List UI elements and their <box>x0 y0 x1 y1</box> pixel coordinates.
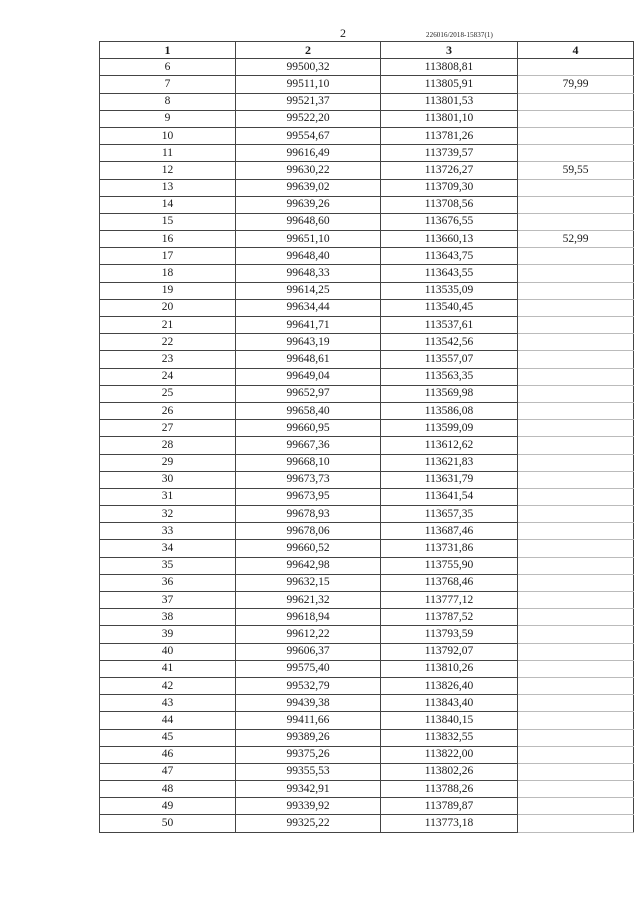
distance-cell <box>518 334 634 351</box>
point-number-cell: 44 <box>100 712 236 729</box>
table-row <box>100 454 634 471</box>
distance-cell <box>518 798 634 815</box>
point-number-cell: 32 <box>100 506 236 523</box>
x-coordinate-cell: 99667,36 <box>236 437 381 454</box>
y-coordinate-cell: 113687,46 <box>381 523 518 540</box>
table-row <box>100 213 634 230</box>
point-number-cell: 20 <box>100 299 236 316</box>
distance-cell <box>518 351 634 368</box>
table-row <box>100 93 634 110</box>
point-number-cell: 29 <box>100 454 236 471</box>
point-number-cell: 15 <box>100 213 236 230</box>
table-row <box>100 351 634 368</box>
x-coordinate-cell: 99439,38 <box>236 695 381 712</box>
distance-cell <box>518 265 634 282</box>
table-row <box>100 59 634 76</box>
x-coordinate-cell: 99660,52 <box>236 540 381 557</box>
distance-cell <box>518 643 634 660</box>
distance-cell <box>518 729 634 746</box>
x-coordinate-cell: 99616,49 <box>236 145 381 162</box>
distance-cell <box>518 145 634 162</box>
table-row <box>100 127 634 144</box>
y-coordinate-cell: 113840,15 <box>381 712 518 729</box>
table-row <box>100 763 634 780</box>
y-coordinate-cell: 113801,53 <box>381 93 518 110</box>
table-row <box>100 231 634 248</box>
y-coordinate-cell: 113773,18 <box>381 815 518 832</box>
point-number-cell: 42 <box>100 677 236 694</box>
table-row <box>100 781 634 798</box>
point-number-cell: 6 <box>100 59 236 76</box>
y-coordinate-cell: 113801,10 <box>381 110 518 127</box>
x-coordinate-cell: 99632,15 <box>236 574 381 591</box>
x-coordinate-cell: 99355,53 <box>236 763 381 780</box>
table-row <box>100 815 634 832</box>
y-coordinate-cell: 113599,09 <box>381 420 518 437</box>
table-row <box>100 334 634 351</box>
column-header-4: 4 <box>518 42 634 59</box>
table-row <box>100 248 634 265</box>
distance-cell <box>518 523 634 540</box>
table-row <box>100 437 634 454</box>
distance-cell <box>518 540 634 557</box>
y-coordinate-cell: 113641,54 <box>381 488 518 505</box>
distance-cell <box>518 660 634 677</box>
y-coordinate-cell: 113787,52 <box>381 609 518 626</box>
y-coordinate-cell: 113731,86 <box>381 540 518 557</box>
point-number-cell: 27 <box>100 420 236 437</box>
distance-cell <box>518 695 634 712</box>
y-coordinate-cell: 113557,07 <box>381 351 518 368</box>
point-number-cell: 13 <box>100 179 236 196</box>
document-reference: 226016/2018-15837(1) <box>426 31 493 39</box>
y-coordinate-cell: 113789,87 <box>381 798 518 815</box>
point-number-cell: 22 <box>100 334 236 351</box>
x-coordinate-cell: 99339,92 <box>236 798 381 815</box>
distance-cell <box>518 763 634 780</box>
y-coordinate-cell: 113822,00 <box>381 746 518 763</box>
table-row <box>100 643 634 660</box>
table-row <box>100 557 634 574</box>
table-row <box>100 110 634 127</box>
column-header-1: 1 <box>100 42 236 59</box>
distance-cell <box>518 420 634 437</box>
table-row <box>100 471 634 488</box>
table-row <box>100 729 634 746</box>
x-coordinate-cell: 99554,67 <box>236 127 381 144</box>
page-number: 2 <box>340 26 346 40</box>
distance-cell <box>518 299 634 316</box>
point-number-cell: 31 <box>100 488 236 505</box>
x-coordinate-cell: 99630,22 <box>236 162 381 179</box>
x-coordinate-cell: 99668,10 <box>236 454 381 471</box>
x-coordinate-cell: 99614,25 <box>236 282 381 299</box>
distance-cell <box>518 506 634 523</box>
distance-cell <box>518 127 634 144</box>
point-number-cell: 26 <box>100 402 236 419</box>
point-number-cell: 19 <box>100 282 236 299</box>
y-coordinate-cell: 113726,27 <box>381 162 518 179</box>
point-number-cell: 11 <box>100 145 236 162</box>
x-coordinate-cell: 99678,93 <box>236 506 381 523</box>
y-coordinate-cell: 113792,07 <box>381 643 518 660</box>
point-number-cell: 50 <box>100 815 236 832</box>
distance-cell <box>518 437 634 454</box>
point-number-cell: 36 <box>100 574 236 591</box>
point-number-cell: 21 <box>100 317 236 334</box>
x-coordinate-cell: 99325,22 <box>236 815 381 832</box>
distance-cell <box>518 93 634 110</box>
point-number-cell: 46 <box>100 746 236 763</box>
table-row <box>100 574 634 591</box>
y-coordinate-cell: 113586,08 <box>381 402 518 419</box>
y-coordinate-cell: 113755,90 <box>381 557 518 574</box>
point-number-cell: 25 <box>100 385 236 402</box>
x-coordinate-cell: 99648,61 <box>236 351 381 368</box>
distance-cell: 59,55 <box>518 162 634 179</box>
point-number-cell: 17 <box>100 248 236 265</box>
y-coordinate-cell: 113739,57 <box>381 145 518 162</box>
table-row <box>100 179 634 196</box>
distance-cell <box>518 248 634 265</box>
y-coordinate-cell: 113563,35 <box>381 368 518 385</box>
table-row <box>100 592 634 609</box>
y-coordinate-cell: 113768,46 <box>381 574 518 591</box>
distance-cell <box>518 677 634 694</box>
x-coordinate-cell: 99641,71 <box>236 317 381 334</box>
y-coordinate-cell: 113709,30 <box>381 179 518 196</box>
y-coordinate-cell: 113802,26 <box>381 763 518 780</box>
table-row <box>100 76 634 93</box>
y-coordinate-cell: 113542,56 <box>381 334 518 351</box>
distance-cell <box>518 368 634 385</box>
coordinates-table <box>99 41 634 833</box>
x-coordinate-cell: 99532,79 <box>236 677 381 694</box>
distance-cell <box>518 196 634 213</box>
distance-cell <box>518 282 634 299</box>
table-row <box>100 368 634 385</box>
table-row <box>100 523 634 540</box>
table-row <box>100 626 634 643</box>
table-row <box>100 609 634 626</box>
distance-cell <box>518 179 634 196</box>
point-number-cell: 8 <box>100 93 236 110</box>
point-number-cell: 24 <box>100 368 236 385</box>
column-header-2: 2 <box>236 42 381 59</box>
table-header-row <box>100 42 634 59</box>
y-coordinate-cell: 113631,79 <box>381 471 518 488</box>
point-number-cell: 28 <box>100 437 236 454</box>
point-number-cell: 23 <box>100 351 236 368</box>
table-row <box>100 420 634 437</box>
table-row <box>100 798 634 815</box>
y-coordinate-cell: 113781,26 <box>381 127 518 144</box>
table-row <box>100 145 634 162</box>
x-coordinate-cell: 99612,22 <box>236 626 381 643</box>
x-coordinate-cell: 99639,26 <box>236 196 381 213</box>
x-coordinate-cell: 99658,40 <box>236 402 381 419</box>
distance-cell <box>518 557 634 574</box>
x-coordinate-cell: 99673,73 <box>236 471 381 488</box>
y-coordinate-cell: 113788,26 <box>381 781 518 798</box>
y-coordinate-cell: 113810,26 <box>381 660 518 677</box>
y-coordinate-cell: 113643,55 <box>381 265 518 282</box>
y-coordinate-cell: 113808,81 <box>381 59 518 76</box>
x-coordinate-cell: 99606,37 <box>236 643 381 660</box>
y-coordinate-cell: 113660,13 <box>381 231 518 248</box>
point-number-cell: 43 <box>100 695 236 712</box>
distance-cell: 52,99 <box>518 231 634 248</box>
table-row <box>100 385 634 402</box>
x-coordinate-cell: 99648,40 <box>236 248 381 265</box>
distance-cell <box>518 815 634 832</box>
distance-cell <box>518 110 634 127</box>
x-coordinate-cell: 99648,60 <box>236 213 381 230</box>
point-number-cell: 47 <box>100 763 236 780</box>
distance-cell <box>518 488 634 505</box>
x-coordinate-cell: 99389,26 <box>236 729 381 746</box>
point-number-cell: 35 <box>100 557 236 574</box>
table-row <box>100 196 634 213</box>
distance-cell <box>518 712 634 729</box>
distance-cell <box>518 781 634 798</box>
distance-cell <box>518 592 634 609</box>
distance-cell: 79,99 <box>518 76 634 93</box>
point-number-cell: 16 <box>100 231 236 248</box>
point-number-cell: 12 <box>100 162 236 179</box>
table-row <box>100 540 634 557</box>
table-row <box>100 282 634 299</box>
point-number-cell: 7 <box>100 76 236 93</box>
point-number-cell: 18 <box>100 265 236 282</box>
table-row <box>100 695 634 712</box>
y-coordinate-cell: 113777,12 <box>381 592 518 609</box>
distance-cell <box>518 402 634 419</box>
table-row <box>100 162 634 179</box>
point-number-cell: 10 <box>100 127 236 144</box>
x-coordinate-cell: 99618,94 <box>236 609 381 626</box>
column-header-3: 3 <box>381 42 518 59</box>
point-number-cell: 49 <box>100 798 236 815</box>
point-number-cell: 30 <box>100 471 236 488</box>
distance-cell <box>518 471 634 488</box>
distance-cell <box>518 213 634 230</box>
point-number-cell: 34 <box>100 540 236 557</box>
x-coordinate-cell: 99652,97 <box>236 385 381 402</box>
x-coordinate-cell: 99642,98 <box>236 557 381 574</box>
x-coordinate-cell: 99521,37 <box>236 93 381 110</box>
point-number-cell: 14 <box>100 196 236 213</box>
point-number-cell: 37 <box>100 592 236 609</box>
x-coordinate-cell: 99639,02 <box>236 179 381 196</box>
x-coordinate-cell: 99500,32 <box>236 59 381 76</box>
table-row <box>100 712 634 729</box>
x-coordinate-cell: 99678,06 <box>236 523 381 540</box>
y-coordinate-cell: 113805,91 <box>381 76 518 93</box>
distance-cell <box>518 317 634 334</box>
table-row <box>100 660 634 677</box>
y-coordinate-cell: 113826,40 <box>381 677 518 694</box>
x-coordinate-cell: 99375,26 <box>236 746 381 763</box>
table-body <box>100 59 634 832</box>
point-number-cell: 48 <box>100 781 236 798</box>
y-coordinate-cell: 113643,75 <box>381 248 518 265</box>
point-number-cell: 40 <box>100 643 236 660</box>
x-coordinate-cell: 99649,04 <box>236 368 381 385</box>
x-coordinate-cell: 99342,91 <box>236 781 381 798</box>
table-row <box>100 402 634 419</box>
y-coordinate-cell: 113612,62 <box>381 437 518 454</box>
x-coordinate-cell: 99643,19 <box>236 334 381 351</box>
x-coordinate-cell: 99660,95 <box>236 420 381 437</box>
x-coordinate-cell: 99575,40 <box>236 660 381 677</box>
x-coordinate-cell: 99411,66 <box>236 712 381 729</box>
table-row <box>100 317 634 334</box>
table-row <box>100 488 634 505</box>
point-number-cell: 38 <box>100 609 236 626</box>
x-coordinate-cell: 99673,95 <box>236 488 381 505</box>
y-coordinate-cell: 113569,98 <box>381 385 518 402</box>
table-row <box>100 677 634 694</box>
point-number-cell: 9 <box>100 110 236 127</box>
distance-cell <box>518 609 634 626</box>
distance-cell <box>518 626 634 643</box>
y-coordinate-cell: 113535,09 <box>381 282 518 299</box>
y-coordinate-cell: 113540,45 <box>381 299 518 316</box>
distance-cell <box>518 746 634 763</box>
x-coordinate-cell: 99511,10 <box>236 76 381 93</box>
x-coordinate-cell: 99621,32 <box>236 592 381 609</box>
point-number-cell: 39 <box>100 626 236 643</box>
table-row <box>100 746 634 763</box>
y-coordinate-cell: 113676,55 <box>381 213 518 230</box>
distance-cell <box>518 385 634 402</box>
y-coordinate-cell: 113832,55 <box>381 729 518 746</box>
table-row <box>100 506 634 523</box>
table-row <box>100 299 634 316</box>
point-number-cell: 45 <box>100 729 236 746</box>
point-number-cell: 33 <box>100 523 236 540</box>
y-coordinate-cell: 113793,59 <box>381 626 518 643</box>
x-coordinate-cell: 99634,44 <box>236 299 381 316</box>
y-coordinate-cell: 113843,40 <box>381 695 518 712</box>
distance-cell <box>518 454 634 471</box>
x-coordinate-cell: 99651,10 <box>236 231 381 248</box>
x-coordinate-cell: 99522,20 <box>236 110 381 127</box>
distance-cell <box>518 59 634 76</box>
y-coordinate-cell: 113657,35 <box>381 506 518 523</box>
point-number-cell: 41 <box>100 660 236 677</box>
y-coordinate-cell: 113621,83 <box>381 454 518 471</box>
x-coordinate-cell: 99648,33 <box>236 265 381 282</box>
distance-cell <box>518 574 634 591</box>
y-coordinate-cell: 113537,61 <box>381 317 518 334</box>
y-coordinate-cell: 113708,56 <box>381 196 518 213</box>
table-row <box>100 265 634 282</box>
